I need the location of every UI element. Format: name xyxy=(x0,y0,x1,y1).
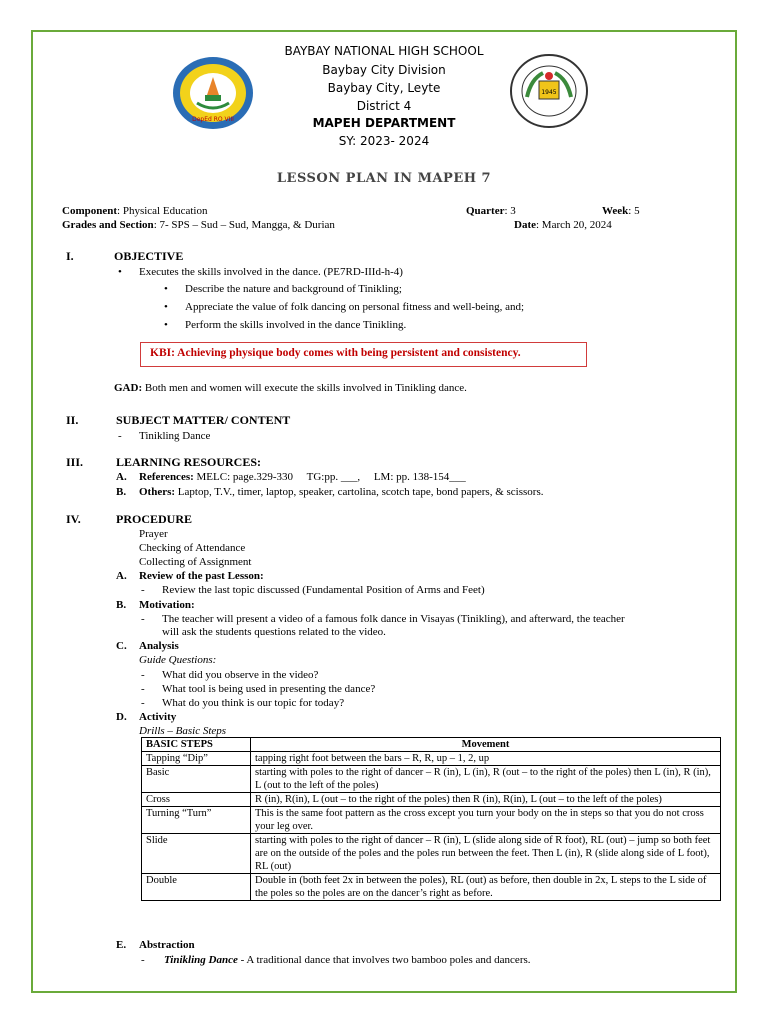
table-header: Movement xyxy=(251,738,721,752)
week-line: Week: 5 xyxy=(602,205,640,217)
activity-letter: D. xyxy=(116,711,127,723)
guide-question: What did you observe in the video? xyxy=(162,669,319,681)
prelim-item: Prayer xyxy=(139,528,168,540)
analysis-letter: C. xyxy=(116,640,127,652)
step-name: Tapping “Dip” xyxy=(142,752,251,766)
others-line: Others: Laptop, T.V., timer, laptop, speaker, cartolina, scotch tape, bond papers, & scissors. xyxy=(139,486,544,498)
prelim-item: Checking of Attendance xyxy=(139,542,246,554)
motivation-letter: B. xyxy=(116,599,127,611)
svg-text:DepEd RO VIII: DepEd RO VIII xyxy=(192,116,234,123)
table-row xyxy=(142,793,721,807)
table-row xyxy=(142,807,721,834)
activity-heading: Activity xyxy=(139,711,177,723)
analysis-heading: Analysis xyxy=(139,640,179,652)
table-row xyxy=(142,752,721,766)
bullet-icon: • xyxy=(164,301,168,313)
others-letter: B. xyxy=(116,486,127,498)
step-name: Double xyxy=(142,874,251,901)
guide-question: What tool is being used in presenting the dance? xyxy=(162,683,376,695)
review-letter: A. xyxy=(116,570,127,582)
bullet-icon: • xyxy=(164,319,168,331)
dash-icon: - xyxy=(141,669,145,681)
gad-line: GAD: Both men and women will execute the skills involved in Tinikling dance. xyxy=(114,382,467,394)
objective-sub: Perform the skills involved in the dance Tinikling. xyxy=(185,319,407,331)
guide-question: What do you think is our topic for today? xyxy=(162,697,345,709)
step-name: Basic xyxy=(142,766,251,793)
step-movement: tapping right foot between the bars – R, R, up – 1, 2, up xyxy=(251,752,721,766)
step-movement: starting with poles to the right of dancer – R (in), L (in), R (out – to the right of the poles) then L (in), R (in), L (out to the left of the poles) xyxy=(251,766,721,793)
component-line: Component: Physical Education xyxy=(62,205,208,217)
step-movement: starting with poles to the right of dancer – R (in), L (slide along side of R foot), RL (out) – jump so both feet are on the outside of the poles and the poles run between the feet. Then L (in), R (slide along side of L foot), RL (out) xyxy=(251,834,721,874)
step-name: Turning “Turn” xyxy=(142,807,251,834)
svg-text:1945: 1945 xyxy=(541,89,557,96)
table-row xyxy=(142,834,721,874)
review-item: Review the last topic discussed (Fundamental Position of Arms and Feet) xyxy=(162,584,485,596)
procedure-heading: PROCEDURE xyxy=(116,512,193,526)
city-name: Baybay City, Leyte xyxy=(327,81,441,95)
department-name: MAPEH DEPARTMENT xyxy=(312,116,456,130)
school-year: SY: 2023- 2024 xyxy=(338,134,430,148)
dash-icon: - xyxy=(141,683,145,695)
ref-letter: A. xyxy=(116,471,127,483)
dash-icon: - xyxy=(141,584,145,596)
grades-line: Grades and Section: 7- SPS – Sud – Sud, Mangga, & Durian xyxy=(62,219,335,231)
dash-icon: - xyxy=(141,697,145,709)
bullet-icon: • xyxy=(118,266,122,278)
abstraction-letter: E. xyxy=(116,939,127,951)
motivation-item-cont: will ask the students questions related to the video. xyxy=(162,626,386,638)
table-header-row xyxy=(142,738,721,752)
step-movement: Double in (both feet 2x in between the poles), RL (out) as before, then double in 2x, L steps to the L side of the poles so the poles are on the dancer’s right as before. xyxy=(251,874,721,901)
subject-item: Tinikling Dance xyxy=(139,430,211,442)
page-title: LESSON PLAN IN MAPEH 7 xyxy=(276,171,492,186)
objective-main: Executes the skills involved in the dance. (PE7RD-IIId-h-4) xyxy=(139,266,403,278)
kbi-box: KBI: Achieving physique body comes with being persistent and consistency. xyxy=(140,342,587,367)
table-row xyxy=(142,874,721,901)
objective-num: I. xyxy=(66,249,74,263)
school-name: BAYBAY NATIONAL HIGH SCHOOL xyxy=(284,44,484,58)
division-name: Baybay City Division xyxy=(322,63,446,77)
step-movement: R (in), R(in), L (out – to the right of the poles) then R (in), R(in), L (out – to the left of the poles) xyxy=(251,793,721,807)
step-name: Cross xyxy=(142,793,251,807)
dash-icon: - xyxy=(118,430,122,442)
bullet-icon: • xyxy=(164,283,168,295)
table-header: BASIC STEPS xyxy=(142,738,251,752)
motivation-item: The teacher will present a video of a famous folk dance in Visayas (Tinikling), and afterward, the teacher xyxy=(162,613,625,625)
basic-steps-table xyxy=(141,737,721,901)
subject-heading: SUBJECT MATTER/ CONTENT xyxy=(116,413,291,427)
references-line: References: MELC: page.329-330 TG:pp. ___, LM: pp. 138-154___ xyxy=(139,471,466,483)
abstraction-heading: Abstraction xyxy=(139,939,195,951)
objective-sub: Describe the nature and background of Tinikling; xyxy=(185,283,402,295)
resources-heading: LEARNING RESOURCES: xyxy=(116,455,262,469)
dash-icon: - xyxy=(141,613,145,625)
abstraction-definition: Tinikling Dance - A traditional dance that involves two bamboo poles and dancers. xyxy=(164,954,531,966)
quarter-line: Quarter: 3 xyxy=(466,205,516,217)
drills-label: Drills – Basic Steps xyxy=(139,725,227,737)
objective-sub: Appreciate the value of folk dancing on personal fitness and well-being, and; xyxy=(185,301,525,313)
procedure-num: IV. xyxy=(66,512,81,526)
district-name: District 4 xyxy=(356,99,412,113)
step-movement: This is the same foot pattern as the cross except you turn your body on the in steps so that you do not cross your leg over. xyxy=(251,807,721,834)
dash-icon: - xyxy=(141,954,145,966)
guide-questions-label: Guide Questions: xyxy=(139,654,217,666)
prelim-item: Collecting of Assignment xyxy=(139,556,252,568)
step-name: Slide xyxy=(142,834,251,874)
objective-heading: OBJECTIVE xyxy=(114,249,184,263)
review-heading: Review of the past Lesson: xyxy=(139,570,264,582)
resources-num: III. xyxy=(66,455,84,469)
table-row xyxy=(142,766,721,793)
motivation-heading: Motivation: xyxy=(139,599,195,611)
date-line: Date: March 20, 2024 xyxy=(514,219,612,231)
subject-num: II. xyxy=(66,413,79,427)
